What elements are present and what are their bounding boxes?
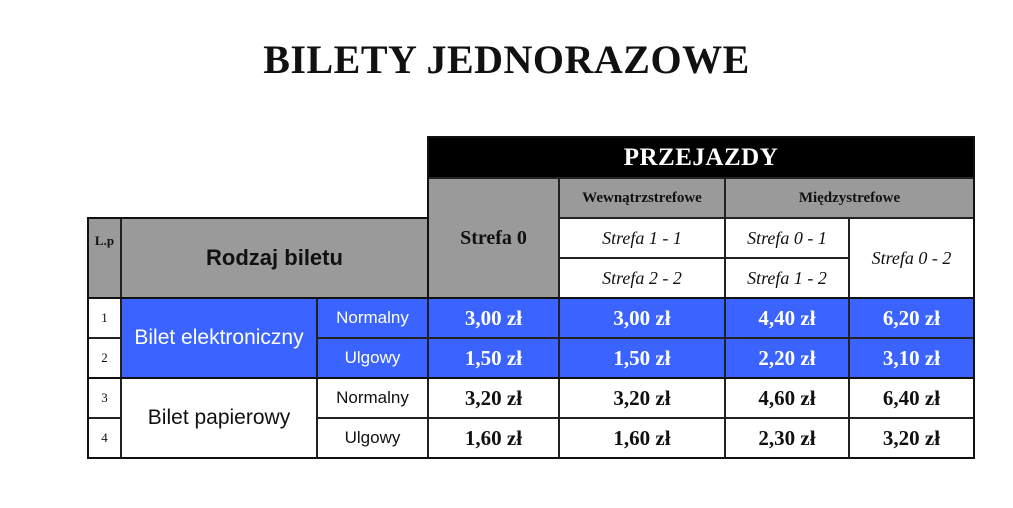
zone-1-2: Strefa 1 - 2 bbox=[725, 258, 849, 298]
row-2-wewnatrz: 1,50 zł bbox=[559, 338, 725, 378]
group-paper: Bilet papierowy bbox=[121, 378, 317, 458]
row-4-wewnatrz: 1,60 zł bbox=[559, 418, 725, 458]
zone-1-1: Strefa 1 - 1 bbox=[559, 218, 725, 258]
zone-0-1: Strefa 0 - 1 bbox=[725, 218, 849, 258]
zone-0-2: Strefa 0 - 2 bbox=[849, 218, 974, 298]
header-rodzaj-biletu: Rodzaj biletu bbox=[121, 218, 428, 298]
row-2-lp: 2 bbox=[88, 338, 121, 378]
page-title: BILETY JEDNORAZOWE bbox=[263, 37, 750, 82]
zone-2-2: Strefa 2 - 2 bbox=[559, 258, 725, 298]
row-4-miedzy-2: 3,20 zł bbox=[849, 418, 974, 458]
row-3-miedzy-2: 6,40 zł bbox=[849, 378, 974, 418]
row-4-miedzy-1: 2,30 zł bbox=[725, 418, 849, 458]
row-3-strefa0: 3,20 zł bbox=[428, 378, 559, 418]
row-3-lp: 3 bbox=[88, 378, 121, 418]
row-1-lp: 1 bbox=[88, 298, 121, 338]
header-lp: L.p bbox=[88, 218, 121, 298]
header-miedzystrefowe: Międzystrefowe bbox=[725, 178, 974, 218]
row-4-strefa0: 1,60 zł bbox=[428, 418, 559, 458]
row-2-miedzy-2: 3,10 zł bbox=[849, 338, 974, 378]
row-1-miedzy-1: 4,40 zł bbox=[725, 298, 849, 338]
row-4-lp: 4 bbox=[88, 418, 121, 458]
row-3-type: Normalny bbox=[317, 378, 428, 418]
row-1-miedzy-2: 6,20 zł bbox=[849, 298, 974, 338]
row-3-miedzy-1: 4,60 zł bbox=[725, 378, 849, 418]
row-2-strefa0: 1,50 zł bbox=[428, 338, 559, 378]
header-strefa-0: Strefa 0 bbox=[428, 178, 559, 298]
group-electronic: Bilet elektroniczny bbox=[121, 298, 317, 378]
row-1-wewnatrz: 3,00 zł bbox=[559, 298, 725, 338]
row-4-type: Ulgowy bbox=[317, 418, 428, 458]
header-wewnatrzstrefowe: Wewnątrzstrefowe bbox=[559, 178, 725, 218]
header-przejazdy: PRZEJAZDY bbox=[428, 137, 974, 178]
row-1-type: Normalny bbox=[317, 298, 428, 338]
row-2-type: Ulgowy bbox=[317, 338, 428, 378]
row-3-wewnatrz: 3,20 zł bbox=[559, 378, 725, 418]
row-2-miedzy-1: 2,20 zł bbox=[725, 338, 849, 378]
row-1-strefa0: 3,00 zł bbox=[428, 298, 559, 338]
